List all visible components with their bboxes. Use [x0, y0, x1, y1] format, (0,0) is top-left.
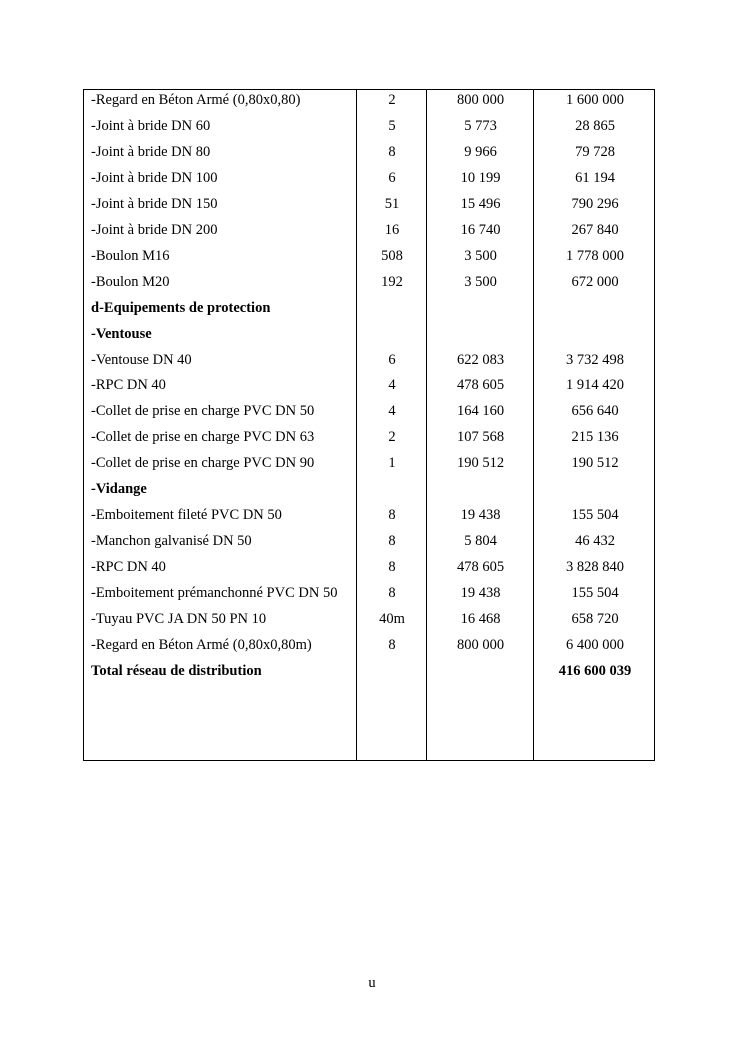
table-row	[84, 114, 654, 138]
table-row	[84, 166, 654, 190]
amount-cell: 1 600 000	[566, 92, 624, 108]
amount-cell: 190 512	[571, 455, 619, 472]
table-row	[84, 607, 654, 631]
table-row	[84, 140, 654, 164]
quantity-cell: 4	[388, 377, 396, 394]
item-label: -Ventouse	[91, 325, 152, 342]
unit-price-cell: 19 438	[460, 585, 501, 602]
quantity-cell: 508	[381, 247, 403, 264]
table-row	[84, 659, 654, 683]
item-label: -Collet de prise en charge PVC DN 50	[91, 403, 315, 420]
quantity-cell: 51	[384, 195, 400, 212]
table-row	[84, 425, 654, 449]
amount-cell: 1 914 420	[566, 377, 624, 394]
unit-price-cell: 15 496	[460, 195, 501, 212]
unit-price-cell: 107 568	[456, 429, 505, 446]
quantity-cell: 8	[388, 585, 396, 602]
item-label: -Joint à bride DN 80	[91, 143, 211, 160]
quantity-cell: 6	[388, 351, 396, 368]
item-label: Total réseau de distribution	[91, 662, 262, 679]
unit-price-cell	[427, 296, 534, 320]
item-label: -Regard en Béton Armé (0,80x0,80m)	[91, 636, 312, 653]
item-label: d-Equipements de protection	[91, 299, 271, 316]
unit-price-cell: 3 500	[464, 247, 497, 264]
quantity-cell	[357, 296, 427, 320]
item-label: -Boulon M20	[91, 273, 170, 290]
item-label: -Emboitement fileté PVC DN 50	[91, 507, 282, 524]
item-label: -Vidange	[91, 481, 147, 498]
table-row	[84, 296, 654, 320]
table-row	[84, 322, 654, 346]
item-label: -Boulon M16	[91, 247, 170, 264]
table-row	[84, 503, 654, 527]
quantity-cell: 16	[384, 221, 400, 238]
unit-price-cell: 800 000	[456, 636, 505, 653]
unit-price-cell: 478 605	[456, 559, 505, 576]
table-row	[84, 270, 654, 294]
quantity-cell: 8	[388, 559, 396, 576]
table-row	[84, 633, 654, 657]
cost-table	[83, 89, 655, 761]
amount-cell	[534, 477, 656, 501]
item-label: -Ventouse DN 40	[91, 351, 192, 368]
table-row	[84, 529, 654, 553]
quantity-cell: 8	[388, 533, 396, 550]
quantity-cell: 8	[388, 507, 396, 524]
amount-cell: 6 400 000	[566, 636, 624, 653]
amount-cell: 28 865	[575, 117, 615, 134]
unit-price-cell: 622 083	[456, 351, 505, 368]
table-row	[84, 477, 654, 501]
table-row	[84, 451, 654, 475]
item-label: -Collet de prise en charge PVC DN 90	[91, 455, 315, 472]
table-row	[84, 88, 654, 112]
unit-price-cell: 800 000	[456, 92, 505, 108]
quantity-cell	[357, 659, 427, 683]
item-label: -Joint à bride DN 100	[91, 169, 218, 186]
amount-cell: 215 136	[571, 429, 619, 446]
quantity-cell: 6	[388, 169, 396, 186]
table-row	[84, 373, 654, 397]
item-label: -Tuyau PVC JA DN 50 PN 10	[91, 611, 267, 627]
quantity-cell	[357, 477, 427, 501]
quantity-cell: 2	[388, 92, 396, 108]
table-row	[84, 399, 654, 423]
unit-price-cell: 478 605	[456, 377, 505, 394]
amount-cell	[534, 296, 656, 320]
table-row	[84, 244, 654, 268]
unit-price-cell: 190 512	[456, 455, 505, 472]
unit-price-cell: 5 773	[464, 117, 497, 134]
amount-cell: 790 296	[571, 195, 619, 212]
quantity-cell: 4	[388, 403, 396, 420]
amount-cell: 155 504	[571, 585, 619, 602]
unit-price-cell	[427, 659, 534, 683]
amount-cell: 61 194	[575, 169, 615, 186]
amount-cell: 46 432	[575, 533, 615, 550]
amount-cell: 658 720	[571, 611, 619, 627]
amount-cell: 416 600 039	[558, 662, 632, 679]
page-footer-marker: u	[368, 975, 376, 991]
table-row	[84, 581, 654, 605]
item-label: -Joint à bride DN 60	[91, 117, 211, 134]
table-row	[84, 555, 654, 579]
item-label: -Manchon galvanisé DN 50	[91, 533, 252, 550]
amount-cell	[534, 322, 656, 346]
item-label: -Joint à bride DN 150	[91, 195, 218, 212]
table-row	[84, 192, 654, 216]
table-row	[84, 218, 654, 242]
quantity-cell	[357, 322, 427, 346]
amount-cell: 155 504	[571, 507, 619, 524]
unit-price-cell: 16 468	[460, 611, 501, 627]
quantity-cell: 2	[388, 429, 396, 446]
item-label: -Regard en Béton Armé (0,80x0,80)	[91, 92, 301, 108]
quantity-cell: 192	[381, 273, 403, 290]
quantity-cell: 8	[388, 143, 396, 160]
amount-cell: 672 000	[571, 273, 619, 290]
amount-cell: 3 828 840	[566, 559, 624, 576]
unit-price-cell	[427, 477, 534, 501]
unit-price-cell: 5 804	[464, 533, 497, 550]
amount-cell: 656 640	[571, 403, 619, 420]
item-label: -Collet de prise en charge PVC DN 63	[91, 429, 315, 446]
item-label: -Joint à bride DN 200	[91, 221, 218, 238]
unit-price-cell	[427, 322, 534, 346]
quantity-cell: 1	[388, 455, 396, 472]
unit-price-cell: 3 500	[464, 273, 497, 290]
quantity-cell: 5	[388, 117, 396, 134]
item-label: -RPC DN 40	[91, 559, 166, 576]
unit-price-cell: 10 199	[460, 169, 501, 186]
unit-price-cell: 19 438	[460, 507, 501, 524]
unit-price-cell: 9 966	[464, 143, 497, 160]
quantity-cell: 40m	[379, 611, 405, 627]
unit-price-cell: 164 160	[456, 403, 505, 420]
table-row	[84, 348, 654, 372]
amount-cell: 267 840	[571, 221, 619, 238]
amount-cell: 1 778 000	[566, 247, 624, 264]
item-label: -RPC DN 40	[91, 377, 166, 394]
quantity-cell: 8	[388, 636, 396, 653]
item-label: -Emboitement prémanchonné PVC DN 50	[91, 585, 338, 602]
amount-cell: 3 732 498	[566, 351, 624, 368]
unit-price-cell: 16 740	[460, 221, 501, 238]
amount-cell: 79 728	[575, 143, 615, 160]
